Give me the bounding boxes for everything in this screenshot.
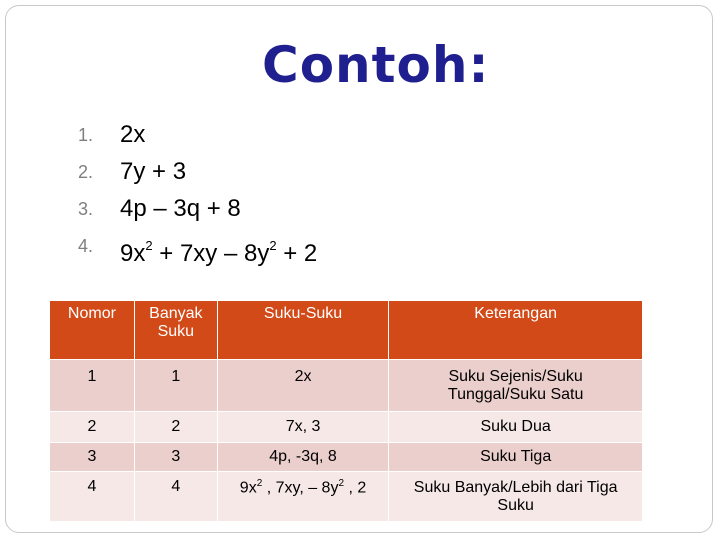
- expr-part: + 7xy – 8y: [152, 240, 270, 267]
- table-row: [50, 472, 643, 522]
- header-nomor: Nomor: [50, 301, 135, 360]
- cell-suku: 7x, 3: [217, 412, 389, 443]
- table-header-row: [50, 301, 643, 360]
- list-number: 3.: [78, 199, 94, 219]
- list-expression: 4p – 3q + 8: [120, 195, 241, 222]
- cell-banyak: 3: [134, 443, 217, 472]
- list-number: 2.: [78, 162, 94, 182]
- cell-suku: 4p, -3q, 8: [217, 443, 389, 472]
- table-row: [50, 443, 643, 472]
- slide-title: Contoh:: [262, 36, 490, 94]
- expr-part: 9x: [239, 479, 257, 497]
- expr-part: 9x: [120, 240, 146, 267]
- cell-banyak: 1: [134, 360, 217, 412]
- list-number: 1.: [78, 125, 94, 145]
- header-suku-suku: Suku-Suku: [217, 301, 389, 360]
- table-row: [50, 360, 643, 412]
- cell-suku: 2x: [217, 360, 389, 412]
- list-expression: 2x: [120, 121, 146, 148]
- exponent: 2: [145, 238, 153, 253]
- cell-keterangan: Suku Dua: [389, 412, 643, 443]
- cell-banyak: 4: [134, 472, 217, 522]
- expr-part: , 2: [344, 479, 367, 497]
- table-row: [50, 412, 643, 443]
- list-expression: [120, 227, 317, 272]
- cell-nomor: 3: [50, 443, 135, 472]
- cell-suku: [217, 472, 389, 522]
- cell-banyak: 2: [134, 412, 217, 443]
- terms-table: [49, 300, 643, 522]
- header-banyak-suku: Banyak Suku: [134, 301, 217, 360]
- exponent: 2: [269, 238, 277, 253]
- exponent: 2: [256, 478, 263, 489]
- cell-nomor: 1: [50, 360, 135, 412]
- cell-keterangan: Suku Banyak/Lebih dari Tiga Suku: [389, 472, 643, 522]
- cell-nomor: 2: [50, 412, 135, 443]
- cell-nomor: 4: [50, 472, 135, 522]
- expr-part: , 7xy, – 8y: [262, 479, 339, 497]
- list-number: 4.: [78, 236, 94, 256]
- exponent: 2: [338, 478, 345, 489]
- cell-keterangan: Suku Tiga: [389, 443, 643, 472]
- header-keterangan: Keterangan: [389, 301, 643, 360]
- expr-part: + 2: [276, 240, 318, 267]
- cell-keterangan: Suku Sejenis/Suku Tunggal/Suku Satu: [389, 360, 643, 412]
- list-expression: 7y + 3: [120, 158, 187, 185]
